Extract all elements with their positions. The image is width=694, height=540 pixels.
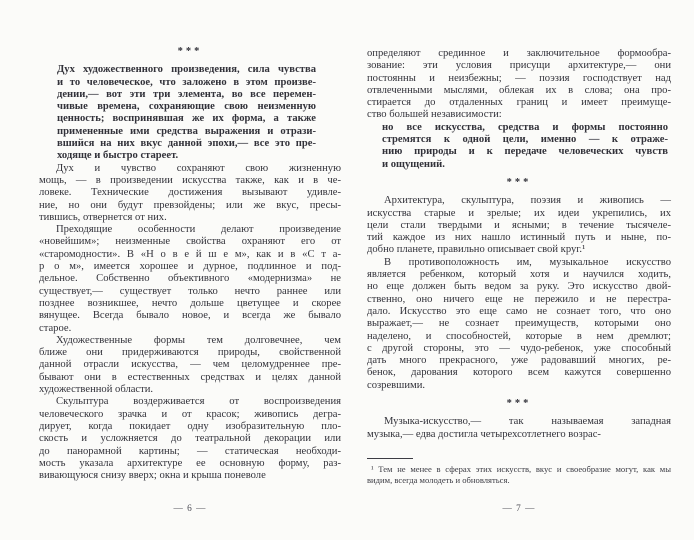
text-line: данной отрасли искусства, — чем целомудреннее пре- xyxy=(39,359,341,371)
text-line: ственно, оно ничего еще не пережило и не перестра- xyxy=(367,293,671,305)
text-line: скость и усложняется до театральной декорации или xyxy=(39,433,341,445)
text-line: Скульптура воздерживается от воспроизведения xyxy=(56,396,341,408)
text-line: стремятся к одной цели, именно — к отраже- xyxy=(382,134,668,146)
text-line: до панорамной картины; — статическая необходи- xyxy=(39,445,341,457)
text-line: существует,— существует только нечто раннее или xyxy=(39,285,341,297)
text-line: старое. xyxy=(39,322,72,334)
page-left xyxy=(39,0,341,540)
text-line: определяют срединное и заключительное формообра- xyxy=(367,48,671,59)
text-line: ние, но они будут превзойдены; или же вкус, пресы- xyxy=(39,199,341,211)
text-line: дать много прекрасного, уже радовавший многих, ре- xyxy=(367,355,671,367)
text-line: тий каждое из них нашло истинный путь и ныне, по- xyxy=(367,232,671,244)
text-line: мощь, — в произведении искусства также, как и в че- xyxy=(39,174,341,186)
page-number: — 7 — xyxy=(502,504,536,514)
paragraph xyxy=(39,396,341,482)
text-line: тившись, отвернется от них. xyxy=(39,211,167,223)
text-line: ходяще и быстро стареет. xyxy=(57,150,179,162)
text-line: с другой стороны, это — чудо-ребенок, уже способный xyxy=(367,342,671,354)
text-line: но все искусства, средства и формы постоянно xyxy=(382,121,668,133)
footnote-rule xyxy=(367,458,413,459)
text-line: постоянны и неизбежны; — поэзия господствует над xyxy=(367,72,671,84)
text-line: дении,— вот эти три элемента, во все перемен- xyxy=(57,88,316,100)
paragraph xyxy=(39,224,341,335)
text-line: Архитектура, скульптура, поэзия и живопись — xyxy=(384,195,671,207)
footnote-line: видим, всегда молодеть и обновляться. xyxy=(367,474,510,485)
paragraph xyxy=(367,257,671,392)
text-line: созревшими. xyxy=(367,379,426,391)
text-line: Дух художественного произведения, сила чувства xyxy=(57,64,316,76)
text-line: добно планете, правильно описывает свой круг.¹ xyxy=(367,244,586,256)
text-line: примененные ими средства выражения и отрази- xyxy=(57,125,316,137)
text-line: но еще должен быть ведом за руку. Это искусство двой- xyxy=(367,281,671,293)
text-line: дельное. Собственно объективного «модернизма» не xyxy=(39,273,341,285)
paragraph xyxy=(367,195,671,256)
text-line: стирается до отдаленных границ и имеет преимуще- xyxy=(367,97,671,109)
page-number: — 6 — xyxy=(173,504,207,514)
text-line: ценность; воспринявшая же их форма, а также xyxy=(57,113,316,125)
paragraph xyxy=(57,64,316,162)
text-line: «новейшим»; неизменные свойства охраняют его от xyxy=(39,236,341,248)
footnote-line: ¹ Тем не менее в сферах этих искусств, вкус и своеобразие могут, как мы xyxy=(371,463,671,474)
text-line: позднее возникшее, нечто дольше цветущее и скорее xyxy=(39,297,341,309)
paragraph xyxy=(39,335,341,396)
paragraph xyxy=(382,122,668,171)
text-line: художественной области. xyxy=(39,384,154,396)
text-line: вивающуюся снизу вверх; окна и крыша поневоле xyxy=(39,470,266,482)
text-line: Музыка-искусство,— так называемая западная xyxy=(384,416,671,428)
paragraph xyxy=(367,48,671,122)
text-line: бывают они в естественных средствах и целях данной xyxy=(39,371,341,383)
text-line: вянущее. Всегда бывало новое, и всегда же бывало xyxy=(39,310,341,322)
text-line: чивые времена, сохраняющие свою неизменную xyxy=(57,101,316,113)
text-line: В противоположность им, музыкальное искусство xyxy=(384,256,671,268)
text-line: зование: эти условия присущи архитектуре,— они xyxy=(367,60,671,72)
text-line: Преходящие особенности делают произведение xyxy=(56,224,341,236)
text-line: и ощущений. xyxy=(382,158,445,170)
text-line: является ребенком, который хотя и научился ходить, xyxy=(367,269,671,281)
text-line: и то человеческое, что заложено в этом произве- xyxy=(57,76,316,88)
footnote-lines xyxy=(367,464,671,486)
text-line: дирует, когда покидает одну изобразительную пло- xyxy=(39,420,341,432)
paragraph xyxy=(367,416,671,441)
text-line: мость указала архитектуре ее основную форму, раз- xyxy=(39,457,341,469)
text-line: вшийся на них вкус данной эпохи,— все это пре- xyxy=(57,138,316,150)
text-line: искусства старые и зрелые; их идеи укрепились, их xyxy=(367,207,671,219)
text-line: отвлеченными мыслями, облекая их в слова; она про- xyxy=(367,84,671,96)
text-line: «старомодности». В «Н о в е й ш е м», как и в «С т а- xyxy=(39,248,341,260)
text-line: ство большей независимости: xyxy=(367,109,502,121)
text-line: бенок, дарования которого всем кажутся совершенно xyxy=(367,367,671,379)
page-right-text xyxy=(367,48,671,441)
paragraph xyxy=(39,163,341,224)
text-line: Дух и чувство сохраняют свою жизненную xyxy=(56,162,341,174)
text-line: р о м», имеется хорошее и дурное, подлинное и под- xyxy=(39,261,341,273)
text-line: ловеке. Технические достижения вызывают удивле- xyxy=(39,187,341,199)
text-line: дало. Искусство это еще само не сознает того, что оно xyxy=(367,305,671,317)
text-line: Художественные формы тем долговечнее, чем xyxy=(56,334,341,346)
asterisk-separator: *** xyxy=(506,176,532,188)
text-line: музыка,— едва достигла четырехсотлетнего возрас- xyxy=(367,428,601,440)
text-line: нию природы и к передаче человеческих чувств xyxy=(382,146,668,158)
text-line: цели стали твердыми и ясными; в течение тысячеле- xyxy=(367,219,671,231)
page-left-text xyxy=(39,46,341,482)
asterisk-separator: *** xyxy=(177,46,203,57)
text-line: наделено, и способностей, которые в нем дремлют; xyxy=(367,330,671,342)
text-line: ближе они придерживаются природы, свойственной xyxy=(39,347,341,359)
footnote xyxy=(367,458,671,486)
page-right xyxy=(367,0,671,540)
text-line: человеческого зрачка и от красок; живопись дегра- xyxy=(39,408,341,420)
text-line: выражает,— не сознает преимуществ, которыми оно xyxy=(367,318,671,330)
asterisk-separator: *** xyxy=(506,398,532,410)
